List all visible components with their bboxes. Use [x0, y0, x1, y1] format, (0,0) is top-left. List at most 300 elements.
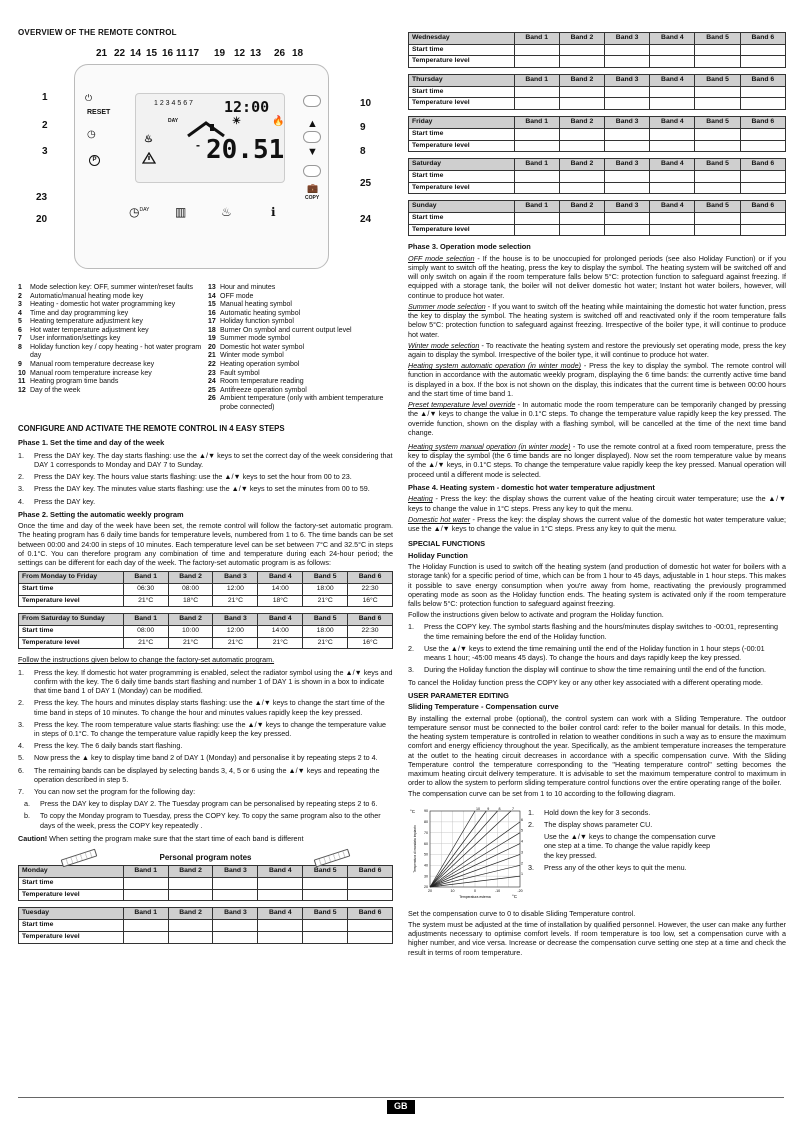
summer-mode-para	[408, 302, 786, 339]
note-entry-cell[interactable]	[123, 889, 168, 901]
lcd-day-numbers: 1 2 3 4 5 6 7	[154, 100, 193, 108]
user-param-title: USER PARAMETER EDITING	[408, 690, 509, 700]
device-body	[74, 64, 329, 269]
note-entry-cell[interactable]	[650, 128, 695, 140]
legend-item	[18, 327, 202, 336]
note-entry-cell[interactable]	[258, 889, 303, 901]
legend-number: 26	[208, 395, 216, 403]
temperature-cell: 21°C	[303, 637, 348, 649]
band-header-cell: Band 1	[514, 159, 559, 171]
table-header-row	[19, 572, 393, 584]
legend-number: 6	[18, 326, 22, 334]
temperature-cell: 16°C	[348, 595, 393, 607]
note-entry-cell[interactable]	[740, 212, 785, 224]
band-header-cell: Band 4	[258, 866, 303, 878]
legend-item	[18, 310, 202, 319]
legend-text: Ambient temperature (only with ambient temperature probe connected)	[220, 395, 384, 411]
band-header-cell: Band 3	[605, 33, 650, 45]
compensation-curve-chart	[408, 803, 528, 903]
band-header-cell: Band 5	[303, 866, 348, 878]
legend-text: Heating operation symbol	[220, 361, 300, 369]
note-entry-cell[interactable]	[303, 878, 348, 890]
legend-text: Summer mode symbol	[220, 335, 291, 343]
start-time-cell: 18:00	[303, 583, 348, 595]
auto-mode-para	[408, 361, 786, 398]
note-entry-cell[interactable]	[258, 931, 303, 943]
increase-key[interactable]	[303, 95, 321, 107]
legend-text: Heating program time bands	[30, 378, 119, 386]
notes-right-tables	[408, 32, 786, 236]
band-header-cell: Band 5	[303, 572, 348, 584]
note-entry-cell[interactable]	[168, 878, 213, 890]
note-entry-cell[interactable]	[514, 56, 559, 68]
note-entry-cell[interactable]	[514, 182, 559, 194]
heating-label: Heating	[408, 494, 433, 504]
factory-program-table	[18, 613, 393, 649]
step-text: Press any of the other keys to quit the menu.	[544, 862, 687, 872]
legend-number: 16	[208, 309, 216, 317]
callout-number: 26	[274, 48, 286, 60]
factory-tables	[18, 571, 393, 649]
table-header-row	[409, 117, 786, 129]
legend-text: Mode selection key: OFF, summer winter/reset faults	[30, 284, 193, 292]
notes-day-table	[408, 116, 786, 152]
step-item	[18, 799, 393, 808]
legend-number: 4	[18, 309, 22, 317]
info-key[interactable]	[271, 205, 276, 220]
note-entry-cell[interactable]	[303, 931, 348, 943]
table-header-row	[409, 33, 786, 45]
note-entry-cell[interactable]	[605, 128, 650, 140]
auto-manual-key[interactable]	[87, 129, 96, 142]
legend-number: 7	[18, 335, 22, 343]
note-entry-cell[interactable]	[740, 224, 785, 236]
band-header-cell: Band 6	[740, 75, 785, 87]
legend-number: 1	[18, 284, 22, 292]
legend-number: 19	[208, 335, 216, 343]
band-header-cell: Band 1	[514, 33, 559, 45]
note-entry-cell[interactable]	[168, 931, 213, 943]
band-header-cell: Band 3	[213, 908, 258, 920]
note-entry-cell[interactable]	[559, 224, 604, 236]
note-entry-cell[interactable]	[740, 170, 785, 182]
note-entry-cell[interactable]	[559, 140, 604, 152]
band-header-cell: Band 2	[559, 75, 604, 87]
disable-text: Set the compensation curve to 0 to disable Sliding Temperature control.	[408, 908, 636, 918]
lcd-time-readout: 12:00	[224, 98, 270, 117]
callout-number: 17	[188, 48, 200, 60]
temperature-cell: 21°C	[168, 637, 213, 649]
note-entry-cell[interactable]	[650, 98, 695, 110]
band-header-cell: Band 2	[559, 159, 604, 171]
note-entry-cell[interactable]	[740, 44, 785, 56]
legend-item	[208, 310, 392, 319]
curve-label-8: 8	[498, 806, 501, 811]
legend-text: Winter mode symbol	[220, 352, 284, 360]
step-text: During the Holiday function the display will continue to show the time remaining until the end of the function.	[424, 665, 767, 675]
remote-control-diagram	[34, 50, 374, 280]
summer-mode-label: Summer mode selection	[408, 301, 486, 311]
sliding-title: Sliding Temperature - Compensation curve	[408, 702, 559, 712]
note-entry-cell[interactable]	[213, 889, 258, 901]
band-header-cell: Band 1	[123, 866, 168, 878]
special-title: SPECIAL FUNCTIONS	[408, 539, 486, 549]
table-row	[409, 44, 786, 56]
clock-icon: ◷	[129, 205, 140, 220]
step-item	[18, 668, 393, 696]
legend-number: 25	[208, 386, 216, 394]
note-entry-cell[interactable]	[695, 98, 740, 110]
note-entry-cell[interactable]	[740, 98, 785, 110]
holiday-intro: Follow the instructions given below to activate and program the Holiday function.	[408, 610, 664, 620]
legend-item	[208, 318, 392, 327]
note-entry-cell[interactable]	[213, 878, 258, 890]
curve-label-1: 1	[521, 871, 523, 876]
notes-day-table	[408, 158, 786, 194]
step-number: 1.	[18, 667, 24, 677]
band-header-cell: Band 3	[213, 572, 258, 584]
note-entry-cell[interactable]	[740, 128, 785, 140]
holiday-copy-key[interactable]	[303, 165, 321, 177]
curve-label-2: 2	[521, 860, 523, 865]
note-entry-cell[interactable]	[740, 140, 785, 152]
row-label-cell: Start time	[19, 878, 124, 890]
note-entry-cell[interactable]	[695, 224, 740, 236]
dhw-tap-icon: ♨	[144, 134, 153, 146]
notes-title: Personal program notes	[159, 853, 252, 863]
note-entry-cell[interactable]	[650, 140, 695, 152]
band-header-cell: Band 3	[605, 117, 650, 129]
row-label-cell: Start time	[19, 583, 124, 595]
temperature-cell: 18°C	[168, 595, 213, 607]
legend-number: 18	[208, 326, 216, 334]
legend-item	[18, 361, 202, 370]
table-row	[19, 626, 393, 638]
manual-mode-label: Heating system manual operation (in winter mode)	[408, 441, 571, 451]
note-entry-cell[interactable]	[123, 931, 168, 943]
note-entry-cell[interactable]	[605, 224, 650, 236]
legend-item	[208, 361, 392, 370]
note-entry-cell[interactable]	[605, 212, 650, 224]
legend-number: 2	[18, 292, 22, 300]
curve-steps	[528, 805, 718, 901]
start-time-cell: 12:00	[213, 626, 258, 638]
configure-title: CONFIGURE AND ACTIVATE THE REMOTE CONTROL IN 4 EASY STEPS	[18, 424, 285, 434]
band-header-cell: Band 6	[348, 866, 393, 878]
curve-line-7	[430, 811, 511, 887]
note-entry-cell[interactable]	[650, 44, 695, 56]
note-entry-cell[interactable]	[605, 44, 650, 56]
legend-number: 8	[18, 343, 22, 351]
step-text: Press the key. The hours and minutes display starts flashing: use the ▲/▼ keys to change the start time of the time band in steps of 10 minutes. To change the hour and minutes values rapidly keep the key pressed.	[34, 698, 385, 717]
note-entry-cell[interactable]	[740, 56, 785, 68]
legend-text: OFF mode	[220, 292, 254, 300]
y-tick-label: 60	[424, 841, 428, 846]
note-entry-cell[interactable]	[258, 920, 303, 932]
note-entry-cell[interactable]	[740, 182, 785, 194]
start-time-cell: 06:30	[123, 583, 168, 595]
table-title-cell: From Monday to Friday	[19, 572, 124, 584]
temperature-cell: 21°C	[123, 595, 168, 607]
row-label-cell: Temperature level	[409, 140, 515, 152]
time-day-key[interactable]	[129, 205, 149, 220]
step-number: 3.	[408, 665, 414, 675]
note-entry-cell[interactable]	[514, 224, 559, 236]
legend-text: Antifreeze operation symbol	[220, 386, 307, 394]
step-number: 2.	[528, 819, 534, 829]
note-entry-cell[interactable]	[514, 170, 559, 182]
note-entry-cell[interactable]	[303, 920, 348, 932]
note-entry-cell[interactable]	[559, 212, 604, 224]
note-entry-cell[interactable]	[559, 44, 604, 56]
phase3-title: Phase 3. Operation mode selection	[408, 242, 531, 252]
legend-number: 23	[208, 369, 216, 377]
legend-text: Holiday function symbol	[220, 318, 294, 326]
compensation-curve-section	[408, 803, 786, 903]
start-time-cell: 10:00	[168, 626, 213, 638]
note-entry-cell[interactable]	[695, 182, 740, 194]
temperature-cell: 21°C	[258, 637, 303, 649]
note-entry-cell[interactable]	[605, 56, 650, 68]
note-entry-cell[interactable]	[514, 212, 559, 224]
band-header-cell: Band 4	[258, 572, 303, 584]
note-entry-cell[interactable]	[695, 140, 740, 152]
band-header-cell: Band 3	[605, 159, 650, 171]
step-text: Now press the ▲ key to display time band 2 of DAY 1 (Monday) and personalise it by repeating steps 2 to 4.	[34, 753, 378, 763]
legend-column	[18, 284, 202, 412]
legend-item	[18, 344, 202, 361]
band-header-cell: Band 4	[258, 614, 303, 626]
row-label-cell: Start time	[409, 212, 515, 224]
note-entry-cell[interactable]	[695, 128, 740, 140]
legend-text: Heating - domestic hot water programming key	[30, 301, 176, 309]
step-number: 3.	[18, 484, 24, 494]
row-label-cell: Temperature level	[19, 889, 124, 901]
band-header-cell: Band 1	[514, 75, 559, 87]
note-entry-cell[interactable]	[514, 44, 559, 56]
dhw-temp-key[interactable]	[221, 205, 232, 220]
band-header-cell: Band 4	[650, 159, 695, 171]
table-row	[409, 182, 786, 194]
legend-item	[208, 335, 392, 344]
row-label-cell: Start time	[19, 920, 124, 932]
note-entry-cell[interactable]	[559, 128, 604, 140]
step-number: 3.	[528, 862, 534, 872]
band-header-cell: Band 6	[348, 614, 393, 626]
band-header-cell: Band 4	[650, 117, 695, 129]
legend-number: 21	[208, 352, 216, 360]
callout-number: 21	[96, 48, 108, 60]
note-entry-cell[interactable]	[213, 931, 258, 943]
step-text: Press the DAY key. The day starts flashing: use the ▲/▼ keys to set the correct day of the week considering that DAY 1 corresponds to Monday and DAY 7 to Sunday.	[34, 450, 393, 469]
band-header-cell: Band 2	[168, 908, 213, 920]
curve-label-6: 6	[521, 817, 523, 822]
callout-number: 25	[360, 178, 372, 190]
row-label-cell: Temperature level	[409, 182, 515, 194]
legend-item	[18, 387, 202, 396]
y-tick-label: 50	[424, 852, 428, 857]
temperature-cell: 21°C	[303, 595, 348, 607]
x-tick-label: 10	[450, 888, 455, 893]
note-entry-cell[interactable]	[695, 212, 740, 224]
step-item	[528, 863, 718, 872]
note-entry-cell[interactable]	[303, 889, 348, 901]
note-entry-cell[interactable]	[168, 889, 213, 901]
note-entry-cell[interactable]	[695, 44, 740, 56]
step-item	[18, 451, 393, 469]
band-header-cell: Band 5	[695, 201, 740, 213]
note-entry-cell[interactable]	[605, 182, 650, 194]
note-entry-cell[interactable]	[514, 128, 559, 140]
note-entry-cell[interactable]	[650, 170, 695, 182]
band-header-cell: Band 6	[740, 159, 785, 171]
table-row	[19, 878, 393, 890]
note-entry-cell[interactable]	[559, 86, 604, 98]
curve-label-9: 9	[487, 806, 490, 811]
note-entry-cell[interactable]	[605, 98, 650, 110]
notes-day-table	[18, 907, 393, 943]
auto-mode-label: Heating system automatic operation (in winter mode)	[408, 361, 582, 371]
note-entry-cell[interactable]	[650, 182, 695, 194]
note-entry-cell[interactable]	[650, 86, 695, 98]
legend-text: Automatic heating symbol	[220, 309, 301, 317]
start-time-cell: 22:30	[348, 583, 393, 595]
radiator-icon: ▥	[175, 205, 187, 220]
note-entry-cell[interactable]	[605, 86, 650, 98]
callout-number: 23	[36, 192, 48, 204]
table-header-row	[19, 866, 393, 878]
table-row	[409, 98, 786, 110]
legend-text: Day of the week	[30, 386, 81, 394]
legend-item	[208, 387, 392, 396]
legend-text: Manual room temperature decrease key	[30, 361, 155, 369]
final-text: The system must be adjusted at the time of installation by qualified personnel. However, the user can make any further adjustments necessary to optimise comfort levels. If room temperature is too low, set a compensation curve with a higher number, and vice versa. Increase or decrease the compensation curve setting one step at a time and check the result in terms of room temperature.	[408, 919, 786, 957]
step-number: 7.	[18, 787, 24, 797]
start-time-cell: 08:00	[168, 583, 213, 595]
band-header-cell: Band 4	[258, 908, 303, 920]
step-number: b.	[24, 811, 30, 821]
note-entry-cell[interactable]	[123, 920, 168, 932]
note-entry-cell[interactable]	[168, 920, 213, 932]
info-person-icon: ℹ	[271, 205, 276, 220]
note-entry-cell[interactable]	[258, 878, 303, 890]
table-row	[409, 140, 786, 152]
curve-label-5: 5	[521, 828, 523, 833]
legend-item	[18, 370, 202, 379]
note-entry-cell[interactable]	[348, 931, 393, 943]
x-axis-label: Temperatura esterna	[459, 894, 491, 899]
heating-temp-key[interactable]	[175, 205, 186, 220]
legend-item	[18, 335, 202, 344]
holiday-title: Holiday Function	[408, 550, 468, 560]
legend-text: Hot water temperature adjustment key	[30, 326, 149, 334]
note-entry-cell[interactable]	[123, 878, 168, 890]
step-number: 2.	[18, 472, 24, 482]
note-entry-cell[interactable]	[514, 86, 559, 98]
callout-number: 15	[146, 48, 158, 60]
day-name-cell: Monday	[19, 866, 124, 878]
step-item	[528, 808, 718, 817]
step-number: 6.	[18, 765, 24, 775]
decrease-key[interactable]	[303, 131, 321, 143]
note-entry-cell[interactable]	[348, 889, 393, 901]
off-mode-label: OFF mode selection	[408, 253, 475, 263]
band-header-cell: Band 1	[123, 614, 168, 626]
table-row	[19, 595, 393, 607]
step-number: 5.	[18, 753, 24, 763]
row-label-cell: Temperature level	[409, 98, 515, 110]
row-label-cell: Start time	[409, 44, 515, 56]
note-entry-cell[interactable]	[650, 56, 695, 68]
note-entry-cell[interactable]	[650, 224, 695, 236]
note-entry-cell[interactable]	[559, 170, 604, 182]
legend-number: 11	[18, 378, 26, 386]
band-header-cell: Band 6	[740, 33, 785, 45]
up-arrow-icon: ▲	[307, 118, 318, 131]
note-entry-cell[interactable]	[695, 170, 740, 182]
reset-label: RESET	[87, 109, 111, 117]
row-label-cell: Start time	[19, 626, 124, 638]
legend-number: 13	[208, 284, 216, 292]
band-header-cell: Band 5	[695, 33, 740, 45]
phase1-title: Phase 1. Set the time and day of the week	[18, 438, 165, 448]
note-entry-cell[interactable]	[514, 98, 559, 110]
row-label-cell: Temperature level	[19, 595, 124, 607]
override-label: Preset temperature level override	[408, 400, 516, 410]
step-text: The display shows parameter CU.	[544, 819, 653, 829]
note-entry-cell[interactable]	[695, 56, 740, 68]
note-entry-cell[interactable]	[650, 212, 695, 224]
step-text: Press the COPY key. The symbol starts flashing and the hours/minutes display switches to -00:01, representing the time remaining before the end of the Holiday function.	[424, 622, 778, 641]
legend-text: Burner On symbol and current output level	[220, 326, 352, 334]
callout-number: 19	[214, 48, 226, 60]
legend-text: Domestic hot water symbol	[220, 343, 305, 351]
note-entry-cell[interactable]	[559, 56, 604, 68]
legend-number: 5	[18, 318, 22, 326]
note-entry-cell[interactable]	[559, 182, 604, 194]
x-tick-label: 0	[474, 888, 476, 893]
step-text: To copy the Monday program to Tuesday, press the COPY key. To copy the same program also to the other days of the week, press the COPY key repeatedly .	[40, 811, 381, 830]
caution-text: When setting the program make sure that the start time of each band is different	[49, 833, 304, 843]
band-header-cell: Band 6	[348, 908, 393, 920]
table-row	[19, 931, 393, 943]
table-row	[409, 56, 786, 68]
note-entry-cell[interactable]	[348, 920, 393, 932]
note-entry-cell[interactable]	[605, 170, 650, 182]
step-item	[18, 720, 393, 738]
mode-key[interactable]	[85, 93, 92, 105]
winter-mode-label: Winter mode selection	[408, 340, 480, 350]
note-entry-cell[interactable]	[348, 878, 393, 890]
table-row	[409, 212, 786, 224]
table-row	[19, 920, 393, 932]
note-entry-cell[interactable]	[605, 140, 650, 152]
note-entry-cell[interactable]	[514, 140, 559, 152]
summer-mode-text: - If you want to switch off the heating while maintaining the domestic hot water function, press the key to display the symbol. The heating system is switched off and reactivated only if the room temperature falls below 5°C: protection function to safeguard against freezing. Irrespective of the boiler type, it will continue to produce hot water.	[408, 301, 786, 339]
caution-label: Caution!	[18, 833, 48, 843]
programming-key[interactable]	[89, 155, 100, 166]
lcd-display	[135, 93, 285, 183]
note-entry-cell[interactable]	[740, 86, 785, 98]
y-axis-unit: °C	[410, 808, 416, 814]
y-tick-label: 30	[424, 873, 428, 878]
copy-label: COPY	[305, 195, 320, 202]
note-entry-cell[interactable]	[213, 920, 258, 932]
note-entry-cell[interactable]	[559, 98, 604, 110]
left-column	[18, 28, 393, 950]
callout-number: 1	[42, 92, 48, 104]
note-entry-cell[interactable]	[695, 86, 740, 98]
